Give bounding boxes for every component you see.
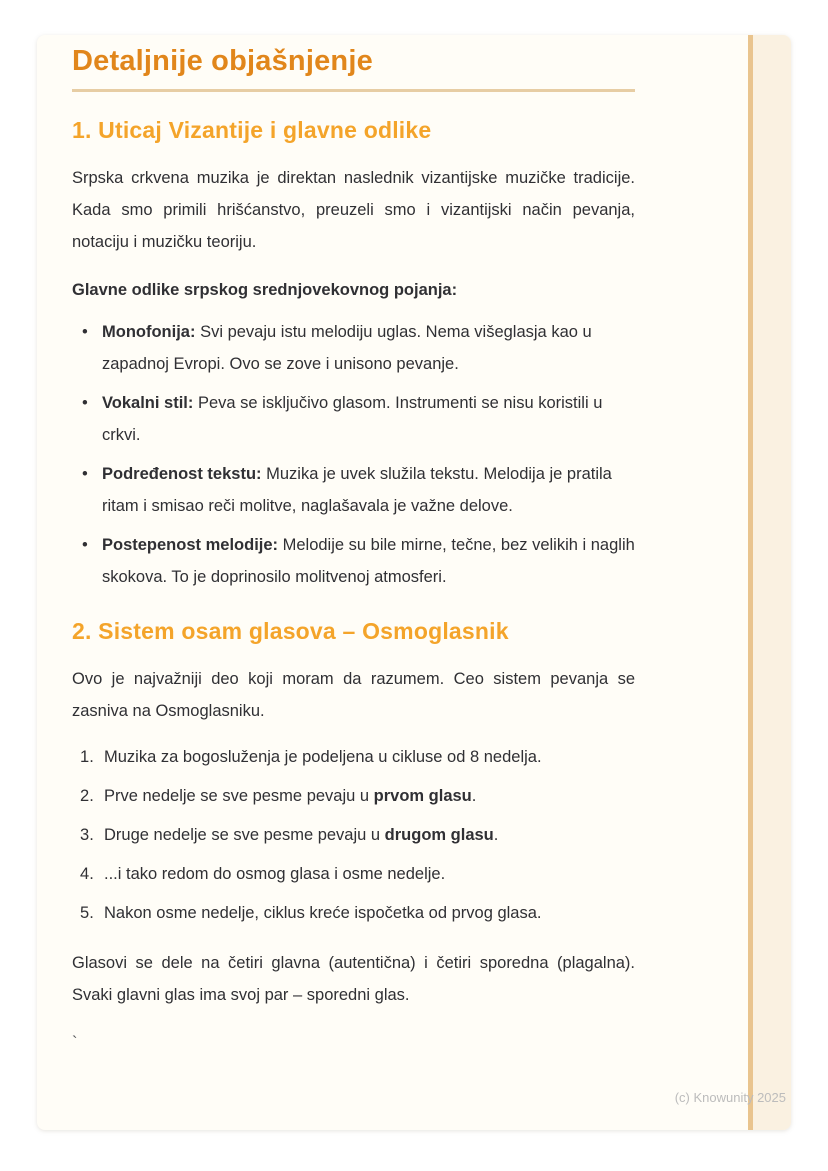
section-1-list-title: Glavne odlike srpskog srednjovekovnog pojanja: (72, 281, 458, 299)
bullet-term: Vokalni stil: (102, 394, 194, 412)
bullet-term: Postepenost melodije: (102, 536, 279, 554)
bullet-text: Muzika je uvek služila tekstu. Melodija je pratila ritam i smisao reči molitve, naglašavala je važne delove. (102, 465, 612, 515)
section-2-heading: 2. Sistem osam glasova – Osmoglasnik (72, 618, 509, 644)
list-item (80, 858, 635, 890)
bullet-term: Podređenost tekstu: (102, 465, 262, 483)
list-item (80, 897, 635, 929)
list-item (80, 458, 635, 522)
section-2-outro-paragraph: Glasovi se dele na četiri glavna (autentična) i četiri sporedna (plagalna). Svaki glavni glas ima svoj par – sporedni glas. (72, 954, 635, 1004)
numbered-text: Muzika za bogosluženja je podeljena u cikluse od 8 nedelja. (104, 748, 542, 766)
list-item (80, 387, 635, 451)
section-2-intro-paragraph: Ovo je najvažniji deo koji moram da razumem. Ceo sistem pevanja se zasniva na Osmoglasniku. (72, 670, 635, 720)
document-page (37, 35, 791, 1130)
section-1-heading: 1. Uticaj Vizantije i glavne odlike (72, 117, 432, 143)
numbered-text-after: . (493, 826, 499, 844)
numbered-text: Druge nedelje se sve pesme pevaju u (104, 826, 385, 844)
bullet-term: Monofonija: (102, 323, 196, 341)
section-1-intro-paragraph: Srpska crkvena muzika je direktan naslednik vizantijske muzičke tradicije. Kada smo primili hrišćanstvo, preuzeli smo i vizantijski način pevanja, notaciju i muzičku teoriju. (72, 169, 635, 251)
bullet-text: Melodije su bile mirne, tečne, bez velikih i naglih skokova. To je doprinosilo molitvenoj atmosferi. (102, 536, 635, 586)
copyright-footer: (c) Knowunity 2025 (674, 1090, 786, 1105)
right-margin-divider-line (748, 35, 753, 1130)
list-item (80, 316, 635, 380)
right-margin-stripe (753, 35, 791, 1130)
stray-backtick-mark: ` (72, 1034, 78, 1052)
numbered-bold-text: drugom glasu (384, 826, 494, 844)
page-title: Detaljnije objašnjenje (72, 45, 373, 77)
numbered-bold-text: prvom glasu (373, 787, 472, 805)
numbered-text: Nakon osme nedelje, ciklus kreće ispočetka od prvog glasa. (104, 904, 542, 922)
list-item (80, 780, 635, 812)
title-underline (72, 89, 635, 92)
list-item (80, 741, 635, 773)
numbered-text-after: . (471, 787, 477, 805)
numbered-text: Prve nedelje se sve pesme pevaju u (104, 787, 374, 805)
characteristics-bullet-list (80, 316, 635, 593)
bullet-text: Svi pevaju istu melodiju uglas. Nema višeglasja kao u zapadnoj Evropi. Ovo se zove i unisono pevanje. (102, 323, 592, 373)
numbered-text: ...i tako redom do osmog glasa i osme nedelje. (104, 865, 446, 883)
document-content (72, 45, 635, 1059)
osmoglasnik-numbered-list (80, 741, 635, 929)
list-item (80, 529, 635, 593)
list-item (80, 819, 635, 851)
bullet-text: Peva se isključivo glasom. Instrumenti se nisu koristili u crkvi. (102, 394, 603, 444)
